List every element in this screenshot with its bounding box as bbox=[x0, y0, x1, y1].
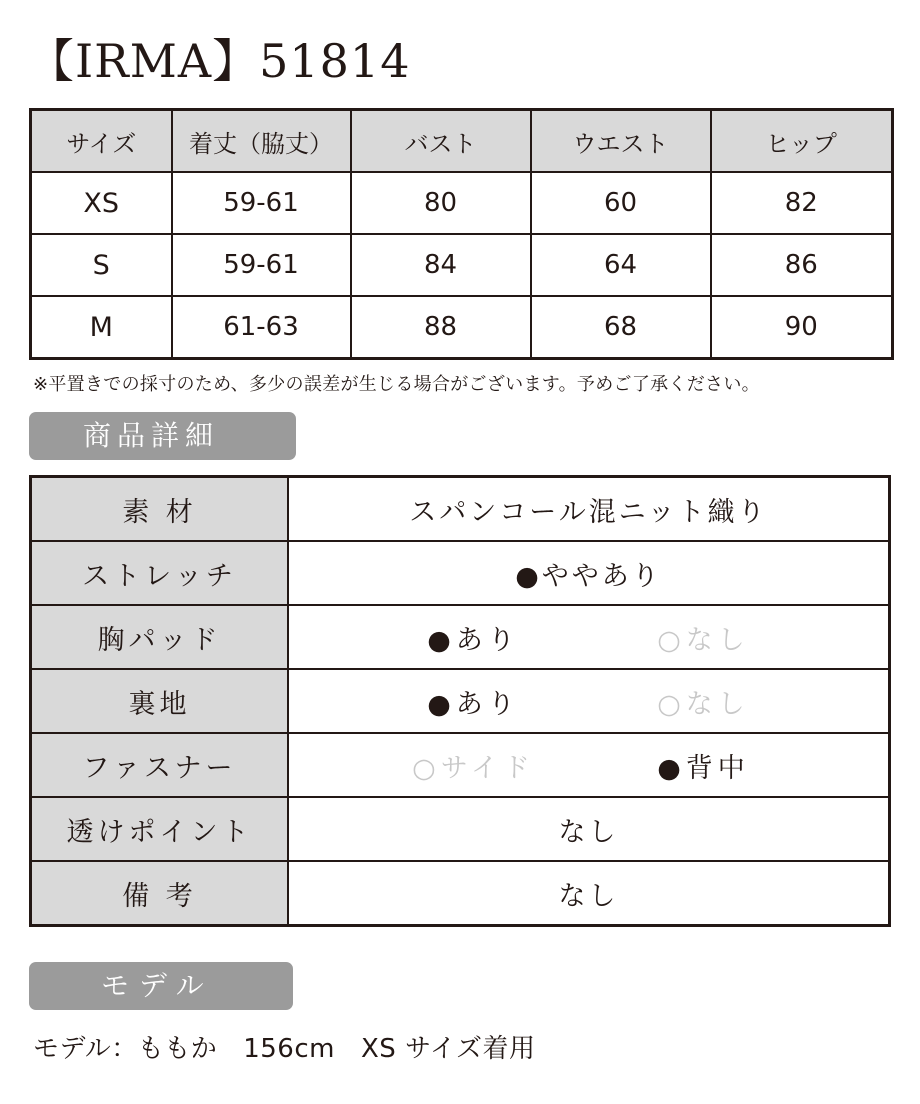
detail-row-chest-pad bbox=[31, 605, 890, 669]
sheer-value: なし bbox=[288, 797, 890, 861]
model-height: 156cm bbox=[243, 1034, 335, 1064]
length-cell: 59-61 bbox=[172, 234, 351, 296]
size-header-hip: ヒップ bbox=[711, 110, 893, 173]
material-value: スパンコール混ニット織り bbox=[288, 477, 890, 542]
size-cell: M bbox=[31, 296, 172, 359]
stretch-value: ●ややあり bbox=[288, 541, 890, 605]
size-header-bust: バスト bbox=[351, 110, 531, 173]
lining-label: 裏地 bbox=[31, 669, 289, 733]
size-header-waist: ウエスト bbox=[531, 110, 711, 173]
length-cell: 59-61 bbox=[172, 172, 351, 234]
detail-row-stretch bbox=[31, 541, 890, 605]
model-info bbox=[33, 1028, 535, 1065]
waist-cell: 68 bbox=[531, 296, 711, 359]
table-row bbox=[31, 234, 893, 296]
material-label: 素 材 bbox=[31, 477, 289, 542]
remarks-value: なし bbox=[288, 861, 890, 926]
model-section-heading: モデル bbox=[29, 962, 293, 1010]
lining-options bbox=[288, 669, 890, 733]
page-title: 【IRMA】51814 bbox=[28, 34, 411, 88]
size-cell: S bbox=[31, 234, 172, 296]
size-header-size: サイズ bbox=[31, 110, 172, 173]
details-table bbox=[29, 475, 891, 927]
table-row bbox=[31, 296, 893, 359]
hip-cell: 90 bbox=[711, 296, 893, 359]
measurement-note: ※平置きでの採寸のため、多少の誤差が生じる場合がございます。予めご了承ください。 bbox=[33, 374, 760, 395]
size-table-header-row bbox=[31, 110, 893, 173]
detail-row-sheer bbox=[31, 797, 890, 861]
chest-pad-options bbox=[288, 605, 890, 669]
chest-pad-option-yes: ●あり bbox=[427, 624, 520, 656]
size-cell: XS bbox=[31, 172, 172, 234]
details-section-heading: 商品詳細 bbox=[29, 412, 296, 460]
stretch-label: ストレッチ bbox=[31, 541, 289, 605]
fastener-options bbox=[288, 733, 890, 797]
bust-cell: 84 bbox=[351, 234, 531, 296]
fastener-option-back: ●背中 bbox=[657, 752, 750, 784]
bust-cell: 80 bbox=[351, 172, 531, 234]
sheer-label: 透けポイント bbox=[31, 797, 289, 861]
detail-row-material bbox=[31, 477, 890, 542]
fastener-option-side: ○サイド bbox=[412, 752, 535, 784]
detail-row-remarks bbox=[31, 861, 890, 926]
bust-cell: 88 bbox=[351, 296, 531, 359]
table-row bbox=[31, 172, 893, 234]
detail-row-fastener bbox=[31, 733, 890, 797]
chest-pad-label: 胸パッド bbox=[31, 605, 289, 669]
waist-cell: 60 bbox=[531, 172, 711, 234]
size-table bbox=[29, 108, 894, 360]
remarks-label: 備 考 bbox=[31, 861, 289, 926]
fastener-label: ファスナー bbox=[31, 733, 289, 797]
length-cell: 61-63 bbox=[172, 296, 351, 359]
lining-option-yes: ●あり bbox=[427, 688, 520, 720]
size-header-length: 着丈（脇丈） bbox=[172, 110, 351, 173]
hip-cell: 86 bbox=[711, 234, 893, 296]
model-name: モデル：ももか bbox=[33, 1034, 218, 1064]
lining-option-no: ○なし bbox=[657, 688, 750, 720]
waist-cell: 64 bbox=[531, 234, 711, 296]
model-size-worn: XS サイズ着用 bbox=[360, 1034, 536, 1064]
chest-pad-option-no: ○なし bbox=[657, 624, 750, 656]
detail-row-lining bbox=[31, 669, 890, 733]
hip-cell: 82 bbox=[711, 172, 893, 234]
